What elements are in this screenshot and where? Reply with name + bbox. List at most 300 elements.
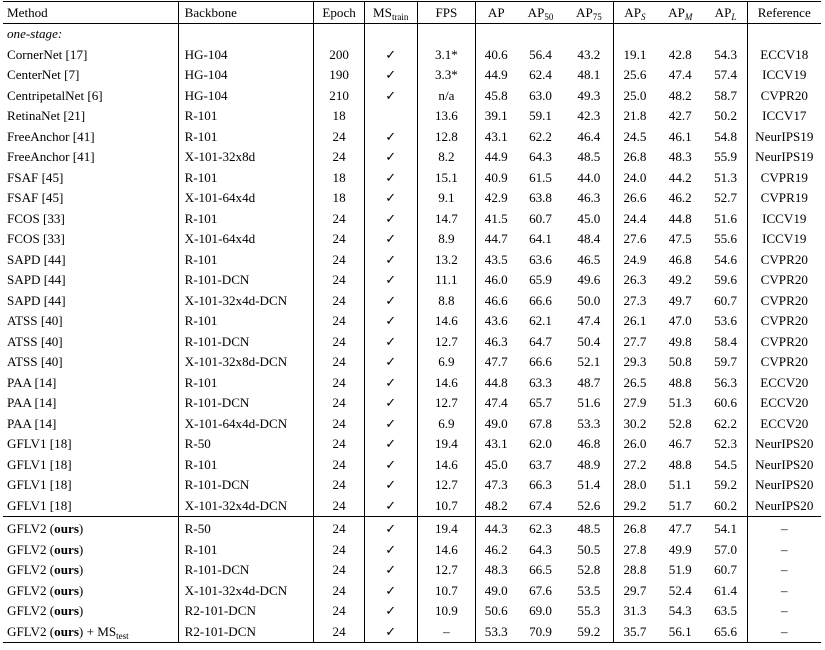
ap-cell: 49.0: [484, 582, 508, 598]
section-empty-cell: [516, 24, 565, 45]
apl-cell: 54.3: [705, 45, 748, 66]
apl-cell: 51.3: [705, 168, 748, 189]
apl-cell: 52.7: [705, 188, 748, 209]
epoch-cell: 190: [314, 65, 365, 86]
epoch-cell: 24: [314, 517, 365, 540]
ap-cell: 48.2: [484, 497, 508, 513]
aps-cell: 27.7: [623, 333, 647, 349]
fps-cell: 10.9: [417, 601, 476, 622]
ap-cell: 43.1: [484, 436, 508, 451]
aps-cell: 26.8: [613, 517, 656, 540]
reference-cell: ECCV20: [760, 374, 809, 390]
header-ap50: [516, 2, 565, 24]
ap50-cell: 63.8: [529, 190, 552, 205]
ap-cell: 41.5: [484, 210, 508, 226]
method-ours-label: ours: [54, 623, 79, 639]
epoch-cell: 24: [314, 250, 365, 271]
ms-train-check-cell: ✓: [364, 168, 417, 189]
ms-test-sub: test: [116, 630, 129, 641]
fps-cell: 8.9: [417, 229, 476, 250]
method-cell: FCOS [33]: [3, 229, 178, 250]
ours-table-row: [3, 622, 821, 643]
backbone-cell: R-101: [178, 373, 314, 394]
epoch-cell: 24: [314, 127, 365, 148]
method-cell: CornerNet [17]: [3, 45, 178, 66]
aps-cell: 26.3: [623, 272, 647, 287]
apl-cell: 60.6: [705, 393, 748, 414]
table-row: [3, 373, 821, 394]
ap-cell: 44.7: [484, 231, 508, 246]
method-name-suffix: ): [78, 623, 84, 639]
section-empty-cell: [314, 24, 365, 45]
ap75-cell: 48.5: [565, 147, 614, 168]
ap50-cell: 62.1: [529, 313, 552, 328]
aps-cell: 21.8: [623, 108, 647, 123]
aps-cell: 28.8: [623, 562, 647, 577]
epoch-cell: 18: [314, 106, 365, 127]
backbone-cell: X-101-64x4d: [178, 188, 314, 209]
ap50-cell: 64.7: [529, 333, 552, 349]
epoch-cell: 24: [314, 209, 365, 230]
epoch-cell: 24: [314, 311, 365, 332]
backbone-cell: X-101-32x8d: [178, 147, 314, 168]
aps-cell: 27.8: [623, 541, 647, 557]
ap50-cell: 61.5: [529, 169, 552, 185]
method-cell: FSAF [45]: [3, 168, 178, 189]
apl-cell: 59.2: [705, 475, 748, 496]
backbone-cell: R-101-DCN: [178, 270, 314, 291]
section-empty-cell: [613, 24, 656, 45]
ap75-cell: 52.8: [565, 560, 614, 581]
fps-cell: 13.2: [417, 250, 476, 271]
fps-cell: 19.4: [417, 517, 476, 540]
fps-cell: 10.7: [417, 581, 476, 602]
table-row: [3, 250, 821, 271]
method-name-suffix: ): [78, 541, 84, 557]
fps-cell: 13.6: [417, 106, 476, 127]
epoch-cell: 24: [314, 434, 365, 455]
ap75-cell: 46.3: [565, 188, 614, 209]
ms-train-check-cell: ✓: [364, 352, 417, 373]
ap50-cell: 65.7: [529, 395, 552, 410]
ap-cell: 46.2: [484, 541, 508, 557]
backbone-cell: X-101-32x4d-DCN: [178, 291, 314, 312]
ap75-cell: 51.4: [565, 475, 614, 496]
header-ap50-sub: 50: [544, 12, 554, 22]
backbone-cell: HG-104: [178, 45, 314, 66]
backbone-cell: X-101-32x4d-DCN: [178, 581, 314, 602]
method-ours-label: ours: [54, 541, 79, 557]
table-row: [3, 270, 821, 291]
apm-cell: 44.2: [668, 169, 692, 185]
method-cell: CenterNet [7]: [3, 65, 178, 86]
method-cell: PAA [14]: [3, 393, 178, 414]
header-ms-base: MS: [373, 5, 392, 20]
ap75-cell: 52.1: [565, 352, 614, 373]
epoch-cell: 18: [314, 168, 365, 189]
method-name-prefix: GFLV2 (: [7, 603, 55, 618]
ap-cell: 44.9: [484, 67, 508, 82]
ap50-cell: 62.2: [529, 128, 552, 144]
reference-cell: NeurIPS20: [755, 477, 814, 492]
method-cell: [3, 581, 178, 602]
ap75-cell: 46.8: [565, 434, 614, 455]
header-fps: FPS: [417, 2, 476, 24]
method-cell: PAA [14]: [3, 373, 178, 394]
reference-cell: –: [781, 541, 788, 557]
ms-train-check-cell: [364, 106, 417, 127]
fps-cell: 11.1: [417, 270, 476, 291]
reference-cell: ICCV17: [762, 108, 807, 123]
method-name-suffix: ): [78, 582, 84, 598]
header-ap50-base: AP: [527, 5, 545, 20]
results-table-container: [3, 1, 821, 643]
apl-cell: 58.4: [705, 332, 748, 353]
ap50-cell: 67.8: [529, 415, 552, 431]
aps-cell: 27.6: [623, 231, 647, 246]
ap50-cell: 66.6: [529, 354, 552, 369]
method-cell: RetinaNet [21]: [3, 106, 178, 127]
fps-cell: 12.8: [417, 127, 476, 148]
apm-cell: 42.7: [668, 108, 692, 123]
section-label: one-stage:: [3, 24, 178, 45]
header-apm-base: AP: [668, 5, 685, 20]
fps-cell: 12.7: [417, 475, 476, 496]
apm-cell: 48.2: [668, 87, 692, 103]
backbone-cell: R-50: [178, 517, 314, 540]
header-aps: [613, 2, 656, 24]
apm-cell: 50.8: [668, 354, 692, 369]
reference-cell: CVPR20: [760, 87, 808, 103]
ap75-cell: 50.0: [565, 291, 614, 312]
reference-cell: CVPR19: [760, 190, 808, 205]
aps-cell: 25.0: [623, 87, 647, 103]
apl-cell: 51.6: [705, 209, 748, 230]
header-method: Method: [3, 2, 178, 24]
ap-cell: 44.9: [484, 149, 508, 164]
backbone-cell: R-50: [178, 434, 314, 455]
method-name-prefix: GFLV2 (: [7, 623, 55, 639]
section-empty-cell: [565, 24, 614, 45]
ap50-cell: 67.6: [529, 582, 552, 598]
ap75-cell: 46.5: [565, 250, 614, 271]
ms-train-check-cell: ✓: [364, 393, 417, 414]
apm-cell: 46.1: [668, 128, 692, 144]
ap50-cell: 60.7: [529, 210, 552, 226]
apl-cell: 63.5: [705, 601, 748, 622]
ap-cell: 40.6: [484, 46, 508, 62]
table-row: [3, 455, 821, 476]
ms-train-check-cell: ✓: [364, 45, 417, 66]
ms-train-check-cell: ✓: [364, 496, 417, 517]
reference-cell: –: [747, 517, 821, 540]
fps-cell: 10.7: [417, 496, 476, 517]
ap-cell: 47.4: [484, 395, 508, 410]
backbone-cell: R-101: [178, 455, 314, 476]
apl-cell: 54.1: [705, 517, 748, 540]
reference-cell: ECCV20: [760, 395, 809, 410]
ap50-cell: 63.0: [529, 87, 552, 103]
ms-test-label: + MS: [83, 623, 117, 639]
ms-train-check-cell: ✓: [364, 475, 417, 496]
fps-cell: 3.1*: [417, 45, 476, 66]
ap75-cell: 52.6: [565, 496, 614, 517]
aps-cell: 27.2: [623, 456, 647, 472]
reference-cell: CVPR20: [760, 354, 808, 369]
apm-cell: 47.4: [668, 67, 692, 82]
backbone-cell: X-101-32x4d-DCN: [178, 496, 314, 517]
ms-train-check-cell: ✓: [364, 540, 417, 561]
ms-train-check-cell: ✓: [364, 291, 417, 312]
method-cell: ATSS [40]: [3, 352, 178, 373]
reference-cell: –: [781, 623, 788, 639]
fps-cell: 14.6: [417, 455, 476, 476]
aps-cell: 24.4: [623, 210, 647, 226]
epoch-cell: 24: [314, 560, 365, 581]
ap-cell: 46.3: [484, 333, 508, 349]
table-row: [3, 106, 821, 127]
ap-cell: 43.5: [484, 251, 508, 267]
ap-cell: 45.0: [484, 456, 508, 472]
apl-cell: 56.3: [705, 373, 748, 394]
epoch-cell: 24: [314, 291, 365, 312]
table-body-ours: [3, 517, 821, 643]
epoch-cell: 24: [314, 270, 365, 291]
epoch-cell: 24: [314, 332, 365, 353]
table-row: [3, 475, 821, 496]
ap50-cell: 62.4: [529, 67, 552, 82]
ap75-cell: 49.6: [565, 270, 614, 291]
fps-cell: 12.7: [417, 560, 476, 581]
table-row: [3, 414, 821, 435]
table-row: [3, 127, 821, 148]
ms-train-check-cell: ✓: [364, 373, 417, 394]
ap75-cell: 49.3: [565, 86, 614, 107]
aps-cell: 29.2: [623, 497, 647, 513]
method-cell: FSAF [45]: [3, 188, 178, 209]
header-ms-sub: train: [391, 12, 409, 22]
table-row: [3, 168, 821, 189]
method-cell: [3, 540, 178, 561]
ap-cell: 46.0: [484, 272, 508, 287]
backbone-cell: R-101: [178, 540, 314, 561]
epoch-cell: 24: [314, 147, 365, 168]
reference-cell: ICCV19: [762, 67, 807, 82]
aps-cell: 26.6: [623, 190, 647, 205]
fps-cell: 9.1: [417, 188, 476, 209]
method-cell: GFLV1 [18]: [3, 434, 178, 455]
aps-cell: 19.1: [623, 46, 647, 62]
reference-cell: CVPR20: [760, 292, 808, 308]
ap50-cell: 64.3: [529, 149, 552, 164]
method-cell: PAA [14]: [3, 414, 178, 435]
method-cell: ATSS [40]: [3, 311, 178, 332]
ap50-cell: 56.4: [529, 46, 552, 62]
header-reference: Reference: [757, 5, 811, 20]
header-ap75-base: AP: [576, 5, 593, 20]
apm-cell: 48.3: [668, 149, 692, 164]
ap75-cell: 43.2: [565, 45, 614, 66]
apm-cell: 51.1: [668, 477, 692, 492]
reference-cell: NeurIPS20: [755, 456, 814, 472]
apl-cell: 65.6: [705, 622, 748, 643]
backbone-cell: R-101: [178, 127, 314, 148]
method-ours-label: ours: [54, 562, 79, 577]
section-empty-cell: [747, 24, 821, 45]
table-row: [3, 209, 821, 230]
aps-cell: 26.0: [623, 436, 647, 451]
reference-cell: ECCV20: [760, 415, 809, 431]
ms-train-check-cell: ✓: [364, 414, 417, 435]
ap-cell: 43.1: [484, 128, 508, 144]
ms-train-check-cell: ✓: [364, 581, 417, 602]
header-row: [3, 2, 821, 24]
reference-cell: CVPR19: [760, 169, 808, 185]
backbone-cell: R-101: [178, 106, 314, 127]
method-cell: GFLV1 [18]: [3, 475, 178, 496]
aps-cell: 24.5: [623, 128, 647, 144]
section-empty-cell: [476, 24, 516, 45]
method-name-prefix: GFLV2 (: [7, 562, 55, 577]
header-backbone: Backbone: [178, 2, 314, 24]
backbone-cell: R-101-DCN: [178, 560, 314, 581]
method-name-prefix: GFLV2 (: [7, 521, 55, 536]
aps-cell: 31.3: [623, 603, 647, 618]
apl-cell: 57.0: [705, 540, 748, 561]
apl-cell: 60.2: [705, 496, 748, 517]
apl-cell: 53.6: [705, 311, 748, 332]
apl-cell: 59.7: [705, 352, 748, 373]
fps-cell: 12.7: [417, 393, 476, 414]
table-row: [3, 311, 821, 332]
ap-cell: 50.6: [484, 603, 508, 618]
apl-cell: 60.7: [705, 291, 748, 312]
fps-cell: 8.2: [417, 147, 476, 168]
apl-cell: 60.7: [705, 560, 748, 581]
section-empty-cell: [364, 24, 417, 45]
method-ours-label: ours: [54, 582, 79, 598]
method-name-prefix: GFLV2 (: [7, 541, 55, 557]
method-cell: FCOS [33]: [3, 209, 178, 230]
reference-cell: CVPR20: [760, 313, 808, 328]
ms-train-check-cell: ✓: [364, 332, 417, 353]
apm-cell: 48.8: [668, 374, 692, 390]
table-row: [3, 188, 821, 209]
ap75-cell: 55.3: [565, 601, 614, 622]
header-aps-base: AP: [624, 5, 642, 20]
ap50-cell: 66.5: [529, 562, 552, 577]
ap75-cell: 53.5: [565, 581, 614, 602]
ap75-cell: 48.5: [565, 517, 614, 540]
method-ours-label: ours: [54, 521, 79, 536]
ms-train-check-cell: ✓: [364, 601, 417, 622]
ap-cell: 53.3: [484, 623, 508, 639]
table-body-baselines: [3, 24, 821, 517]
aps-cell: 30.2: [623, 415, 647, 431]
ap50-cell: 70.9: [529, 623, 552, 639]
ms-train-check-cell: ✓: [364, 127, 417, 148]
ap-cell: 39.1: [484, 108, 508, 123]
table-row: [3, 496, 821, 517]
method-name-suffix: ): [78, 521, 84, 536]
ms-train-check-cell: ✓: [364, 65, 417, 86]
ms-train-check-cell: ✓: [364, 517, 417, 540]
ap-cell: 40.9: [484, 169, 508, 185]
apm-cell: 51.9: [668, 562, 692, 577]
method-cell: [3, 560, 178, 581]
reference-cell: –: [781, 562, 788, 577]
ap50-cell: 64.3: [529, 541, 552, 557]
ap75-cell: 53.3: [565, 414, 614, 435]
apm-cell: 46.8: [668, 251, 692, 267]
apm-cell: 56.1: [668, 623, 692, 639]
ap75-cell: 48.4: [565, 229, 614, 250]
ours-table-row: [3, 560, 821, 581]
reference-cell: NeurIPS20: [755, 497, 814, 513]
aps-cell: 35.7: [623, 623, 647, 639]
header-apl-sub: L: [731, 12, 737, 22]
ap75-cell: 51.6: [565, 393, 614, 414]
fps-cell: 8.8: [417, 291, 476, 312]
apm-cell: 54.3: [668, 603, 692, 618]
backbone-cell: R2-101-DCN: [178, 622, 314, 643]
ap-cell: 44.8: [484, 374, 508, 390]
ap75-cell: 47.4: [565, 311, 614, 332]
ms-train-check-cell: ✓: [364, 86, 417, 107]
apl-cell: 54.6: [705, 250, 748, 271]
header-ap75-sub: 75: [592, 12, 602, 22]
table-header: [3, 2, 821, 24]
ap50-cell: 66.6: [529, 292, 552, 308]
method-name-suffix: ): [78, 603, 84, 618]
section-empty-cell: [656, 24, 705, 45]
apl-cell: 57.4: [705, 65, 748, 86]
method-cell: [3, 601, 178, 622]
apm-cell: 47.5: [668, 231, 692, 246]
method-name-suffix: ): [78, 562, 84, 577]
header-apl: [705, 2, 748, 24]
fps-cell: 14.6: [417, 373, 476, 394]
ours-table-row: [3, 517, 821, 540]
table-row: [3, 229, 821, 250]
ap-cell: 44.3: [476, 517, 516, 540]
ap-cell: 45.8: [484, 87, 508, 103]
header-apl-base: AP: [714, 5, 732, 20]
apm-cell: 52.4: [668, 582, 692, 598]
fps-cell: –: [417, 622, 476, 643]
table-row: [3, 352, 821, 373]
epoch-cell: 24: [314, 393, 365, 414]
aps-cell: 28.0: [623, 477, 647, 492]
method-name-prefix: GFLV2 (: [7, 582, 55, 598]
ms-train-check-cell: ✓: [364, 270, 417, 291]
backbone-cell: R-101: [178, 311, 314, 332]
section-empty-cell: [705, 24, 748, 45]
reference-cell: NeurIPS20: [755, 436, 814, 451]
method-cell: SAPD [44]: [3, 270, 178, 291]
epoch-cell: 24: [314, 352, 365, 373]
apl-cell: 55.6: [705, 229, 748, 250]
ms-train-check-cell: ✓: [364, 209, 417, 230]
table-row: [3, 393, 821, 414]
table-row: [3, 147, 821, 168]
backbone-cell: R-101: [178, 250, 314, 271]
ap75-cell: 42.3: [565, 106, 614, 127]
backbone-cell: R-101-DCN: [178, 393, 314, 414]
reference-cell: NeurIPS19: [755, 128, 814, 144]
reference-cell: –: [781, 603, 788, 618]
header-aps-sub: S: [641, 12, 646, 22]
